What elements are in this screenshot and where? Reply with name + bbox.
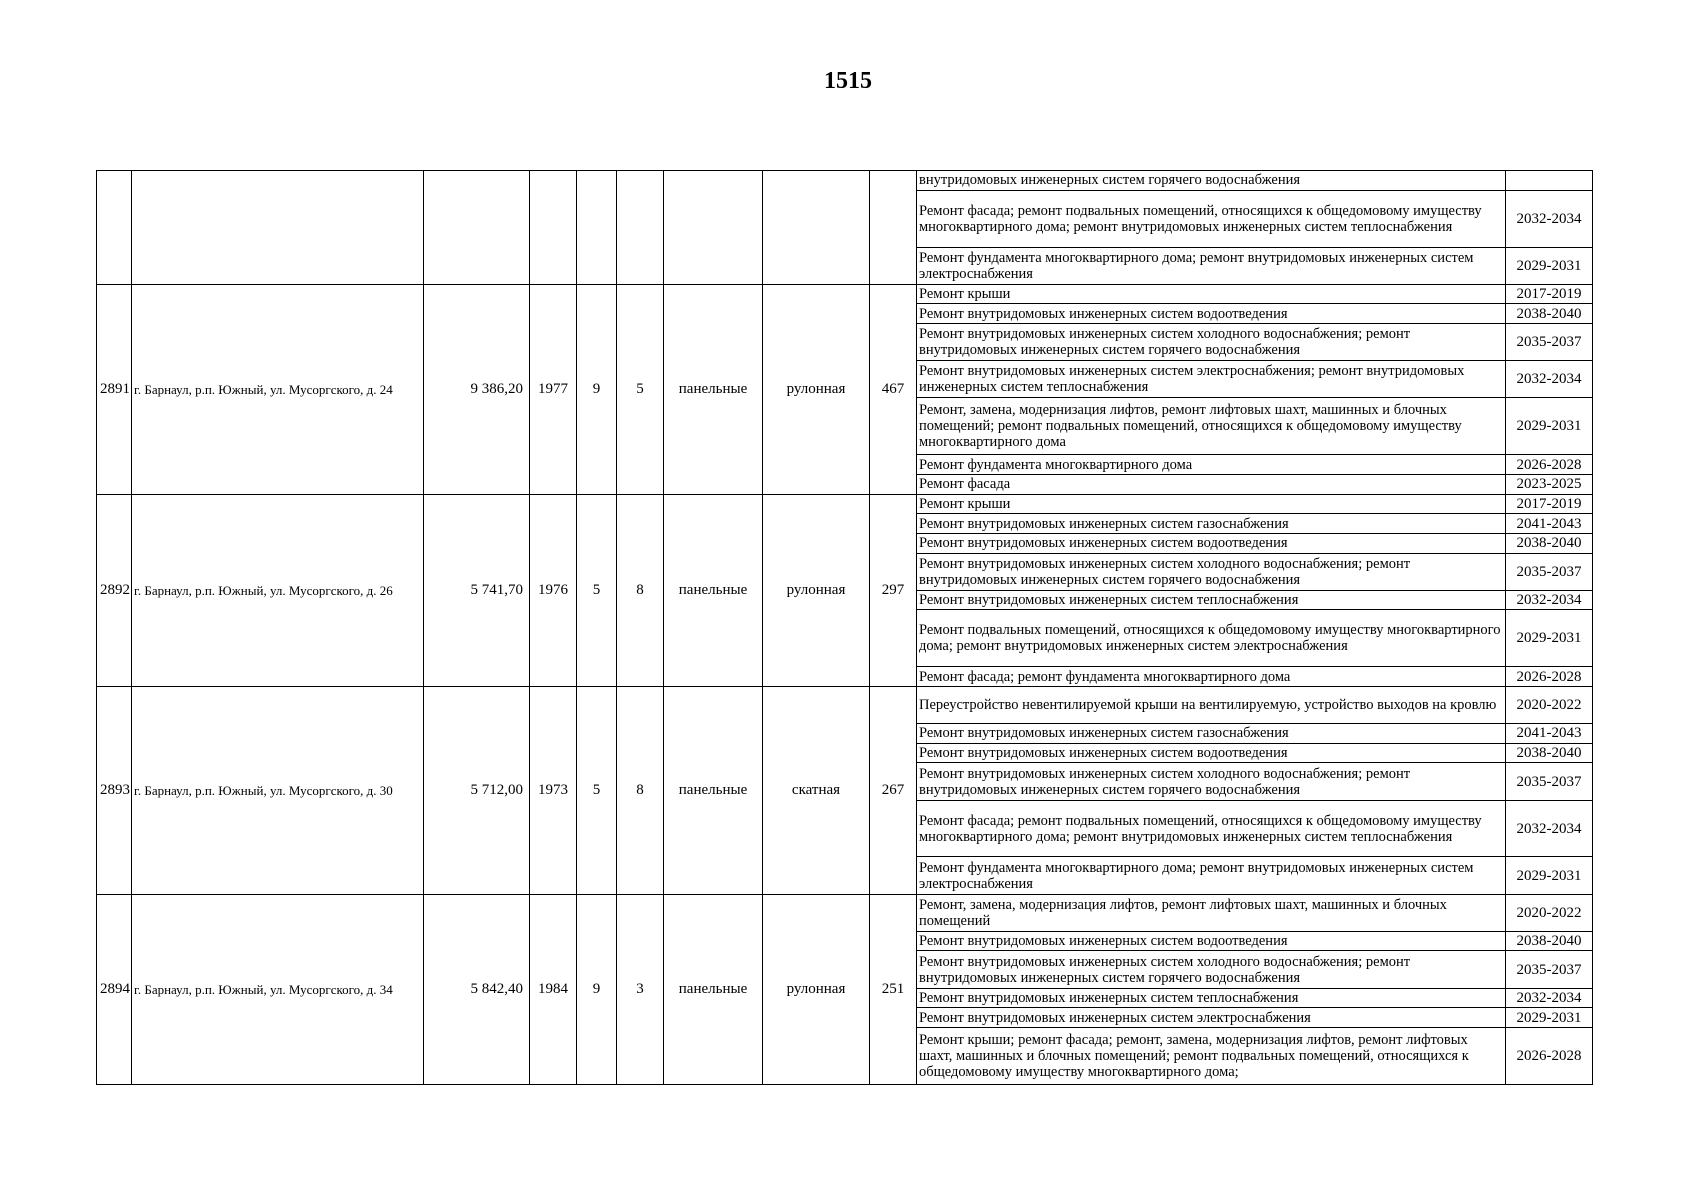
repair-work-cell: Ремонт внутридомовых инженерных систем электроснабжения; ремонт внутридомовых инженерных систем теплоснабжения — [917, 361, 1506, 398]
house-residents-cell: 297 — [870, 494, 917, 686]
house-number-cell: 2892 — [97, 494, 132, 686]
repair-period-cell: 2029-2031 — [1506, 1008, 1593, 1028]
repair-period-cell: 2029-2031 — [1506, 857, 1593, 894]
repair-period-cell: 2032-2034 — [1506, 590, 1593, 610]
house-number-cell: 2893 — [97, 686, 132, 894]
repair-work-cell: Ремонт внутридомовых инженерных систем водоотведения — [917, 304, 1506, 324]
cont-address — [132, 171, 424, 285]
house-address-cell: г. Барнаул, р.п. Южный, ул. Мусоргского, д. 26 — [132, 494, 424, 686]
house-work-row — [97, 494, 1593, 514]
cont-entrances — [617, 171, 664, 285]
repair-period-cell — [1506, 171, 1593, 191]
house-work-row — [97, 686, 1593, 723]
repair-period-cell: 2032-2034 — [1506, 800, 1593, 857]
page-number: 1515 — [824, 68, 872, 94]
capital-repair-register-table — [96, 170, 1593, 1085]
repair-work-cell: Ремонт внутридомовых инженерных систем водоотведения — [917, 931, 1506, 951]
repair-period-cell: 2038-2040 — [1506, 533, 1593, 553]
repair-period-cell: 2032-2034 — [1506, 361, 1593, 398]
repair-period-cell: 2041-2043 — [1506, 514, 1593, 534]
repair-work-cell: Переустройство невентилируемой крыши на вентилируемую, устройство выходов на кровлю — [917, 686, 1506, 723]
repair-period-cell: 2026-2028 — [1506, 1028, 1593, 1085]
house-work-row — [97, 894, 1593, 931]
cont-number — [97, 171, 132, 285]
repair-work-cell: Ремонт внутридомовых инженерных систем холодного водоснабжения; ремонт внутридомовых инженерных систем горячего водоснабжения — [917, 553, 1506, 590]
house-walls-cell: панельные — [664, 686, 763, 894]
repair-work-cell: Ремонт внутридомовых инженерных систем электроснабжения — [917, 1008, 1506, 1028]
repair-work-cell: Ремонт крыши; ремонт фасада; ремонт, замена, модернизация лифтов, ремонт лифтовых шахт, машинных и блочных помещений; ремонт подвальных помещений, относящихся к общедомовому имуществу многоквартирного дома; — [917, 1028, 1506, 1085]
repair-work-cell: Ремонт фасада; ремонт подвальных помещений, относящихся к общедомовому имуществу многоквартирного дома; ремонт внутридомовых инженерных систем теплоснабжения — [917, 190, 1506, 247]
repair-work-cell: Ремонт крыши — [917, 284, 1506, 304]
repair-period-cell: 2023-2025 — [1506, 474, 1593, 494]
house-roof-cell: рулонная — [763, 284, 870, 494]
house-walls-cell: панельные — [664, 494, 763, 686]
house-residents-cell: 251 — [870, 894, 917, 1084]
repair-period-cell: 2038-2040 — [1506, 743, 1593, 763]
repair-work-cell: Ремонт внутридомовых инженерных систем холодного водоснабжения; ремонт внутридомовых инженерных систем горячего водоснабжения — [917, 324, 1506, 361]
repair-period-cell: 2020-2022 — [1506, 894, 1593, 931]
repair-work-cell: Ремонт фасада — [917, 474, 1506, 494]
cont-floors — [577, 171, 617, 285]
house-address-cell: г. Барнаул, р.п. Южный, ул. Мусоргского, д. 24 — [132, 284, 424, 494]
repair-period-cell: 2032-2034 — [1506, 190, 1593, 247]
house-roof-cell: рулонная — [763, 494, 870, 686]
house-work-row — [97, 284, 1593, 304]
house-residents-cell: 267 — [870, 686, 917, 894]
house-roof-cell: скатная — [763, 686, 870, 894]
repair-work-cell: Ремонт внутридомовых инженерных систем холодного водоснабжения; ремонт внутридомовых инженерных систем горячего водоснабжения — [917, 763, 1506, 800]
repair-period-cell: 2041-2043 — [1506, 724, 1593, 744]
house-address-cell: г. Барнаул, р.п. Южный, ул. Мусоргского, д. 30 — [132, 686, 424, 894]
house-floors-cell: 9 — [577, 284, 617, 494]
house-area-cell: 5 842,40 — [424, 894, 530, 1084]
cont-roof — [763, 171, 870, 285]
repair-period-cell: 2029-2031 — [1506, 610, 1593, 667]
repair-period-cell: 2038-2040 — [1506, 931, 1593, 951]
house-year-cell: 1977 — [530, 284, 577, 494]
repair-period-cell: 2020-2022 — [1506, 686, 1593, 723]
house-year-cell: 1976 — [530, 494, 577, 686]
repair-work-cell: Ремонт крыши — [917, 494, 1506, 514]
repair-work-cell: Ремонт внутридомовых инженерных систем водоотведения — [917, 743, 1506, 763]
house-number-cell: 2894 — [97, 894, 132, 1084]
repair-period-cell: 2038-2040 — [1506, 304, 1593, 324]
house-entrances-cell: 3 — [617, 894, 664, 1084]
house-walls-cell: панельные — [664, 284, 763, 494]
house-residents-cell: 467 — [870, 284, 917, 494]
house-area-cell: 9 386,20 — [424, 284, 530, 494]
repair-period-cell: 2026-2028 — [1506, 667, 1593, 687]
repair-work-cell: Ремонт фасада; ремонт фундамента многоквартирного дома — [917, 667, 1506, 687]
repair-work-cell: Ремонт внутридомовых инженерных систем газоснабжения — [917, 724, 1506, 744]
repair-period-cell: 2035-2037 — [1506, 553, 1593, 590]
house-number-cell: 2891 — [97, 284, 132, 494]
house-floors-cell: 5 — [577, 494, 617, 686]
repair-period-cell: 2029-2031 — [1506, 398, 1593, 455]
cont-area — [424, 171, 530, 285]
repair-work-cell: Ремонт внутридомовых инженерных систем водоотведения — [917, 533, 1506, 553]
house-walls-cell: панельные — [664, 894, 763, 1084]
repair-work-cell: Ремонт, замена, модернизация лифтов, ремонт лифтовых шахт, машинных и блочных помещений; ремонт подвальных помещений, относящихся к общедомовому имуществу многоквартирного дома — [917, 398, 1506, 455]
repair-period-cell: 2035-2037 — [1506, 763, 1593, 800]
house-area-cell: 5 712,00 — [424, 686, 530, 894]
house-entrances-cell: 8 — [617, 494, 664, 686]
repair-work-cell: Ремонт внутридомовых инженерных систем газоснабжения — [917, 514, 1506, 534]
house-entrances-cell: 8 — [617, 686, 664, 894]
repair-period-cell: 2029-2031 — [1506, 247, 1593, 284]
repair-work-cell: внутридомовых инженерных систем горячего водоснабжения — [917, 171, 1506, 191]
cont-walls — [664, 171, 763, 285]
repair-work-cell: Ремонт фасада; ремонт подвальных помещений, относящихся к общедомовому имуществу многоквартирного дома; ремонт внутридомовых инженерных систем теплоснабжения — [917, 800, 1506, 857]
repair-period-cell: 2026-2028 — [1506, 455, 1593, 475]
cont-year — [530, 171, 577, 285]
house-floors-cell: 5 — [577, 686, 617, 894]
repair-period-cell: 2017-2019 — [1506, 494, 1593, 514]
repair-work-cell: Ремонт фундамента многоквартирного дома; ремонт внутридомовых инженерных систем электроснабжения — [917, 247, 1506, 284]
house-year-cell: 1984 — [530, 894, 577, 1084]
repair-work-cell: Ремонт подвальных помещений, относящихся к общедомовому имуществу многоквартирного дома; ремонт внутридомовых инженерных систем электроснабжения — [917, 610, 1506, 667]
house-year-cell: 1973 — [530, 686, 577, 894]
repair-period-cell: 2032-2034 — [1506, 988, 1593, 1008]
repair-work-cell: Ремонт фундамента многоквартирного дома; ремонт внутридомовых инженерных систем электроснабжения — [917, 857, 1506, 894]
repair-period-cell: 2035-2037 — [1506, 951, 1593, 988]
repair-period-cell: 2017-2019 — [1506, 284, 1593, 304]
repair-work-cell: Ремонт фундамента многоквартирного дома — [917, 455, 1506, 475]
repair-period-cell: 2035-2037 — [1506, 324, 1593, 361]
cont-residents — [870, 171, 917, 285]
continuation-row — [97, 171, 1593, 191]
repair-work-cell: Ремонт внутридомовых инженерных систем холодного водоснабжения; ремонт внутридомовых инженерных систем горячего водоснабжения — [917, 951, 1506, 988]
house-roof-cell: рулонная — [763, 894, 870, 1084]
repair-work-cell: Ремонт, замена, модернизация лифтов, ремонт лифтовых шахт, машинных и блочных помещений — [917, 894, 1506, 931]
house-floors-cell: 9 — [577, 894, 617, 1084]
house-area-cell: 5 741,70 — [424, 494, 530, 686]
repair-work-cell: Ремонт внутридомовых инженерных систем теплоснабжения — [917, 988, 1506, 1008]
house-address-cell: г. Барнаул, р.п. Южный, ул. Мусоргского, д. 34 — [132, 894, 424, 1084]
repair-work-cell: Ремонт внутридомовых инженерных систем теплоснабжения — [917, 590, 1506, 610]
house-entrances-cell: 5 — [617, 284, 664, 494]
